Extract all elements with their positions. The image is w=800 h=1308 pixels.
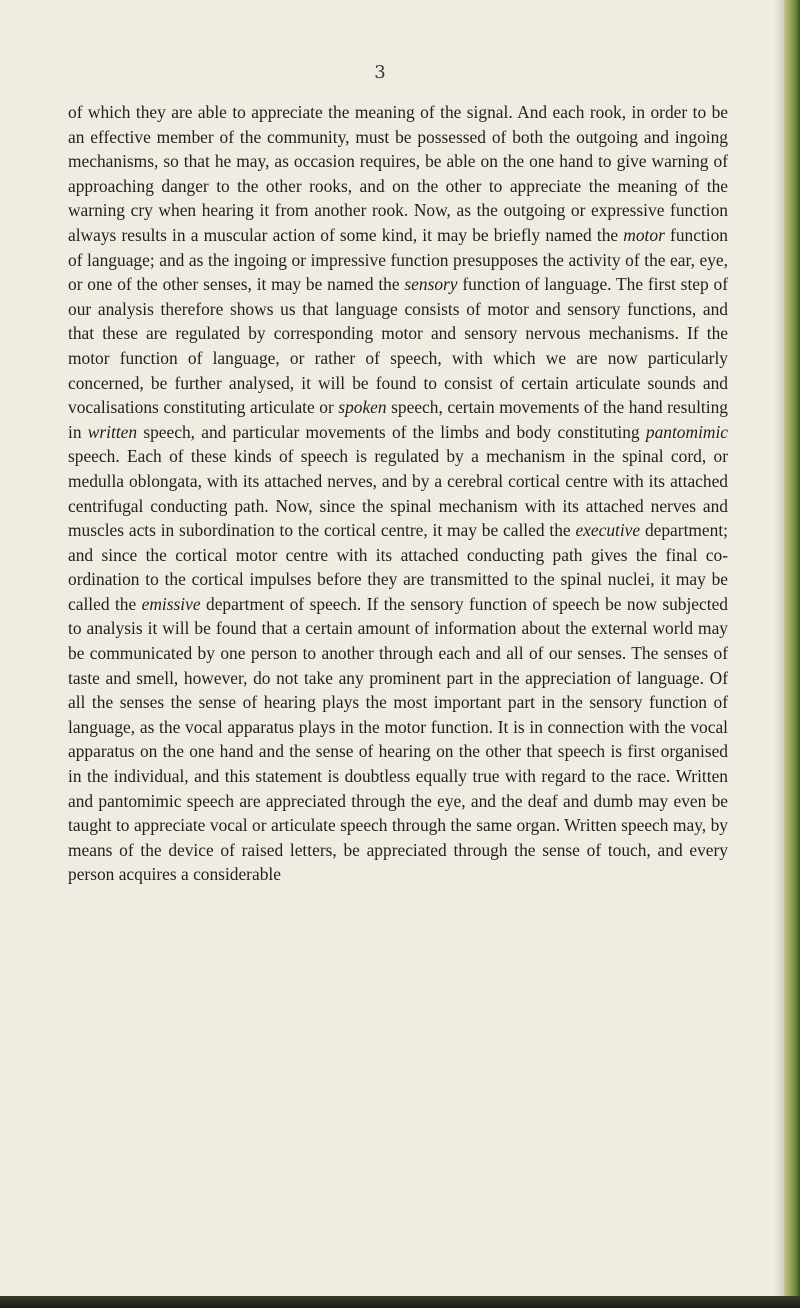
italic-term: executive <box>575 520 641 541</box>
page-number: 3 <box>374 62 386 83</box>
italic-term: sensory <box>404 274 458 295</box>
text-segment: speech, and particular movements of the limbs and body constituting <box>137 421 646 442</box>
italic-term: motor <box>623 224 665 245</box>
text-segment: department of speech. If the sensory function of speech be now subjected to analysis it will be found that a certain amount of information about the external world may be communicated by one person to another through each and all of our senses. The senses of taste and smell, however, do not take any prominent part in the appreciation of language. Of all the senses the sense of hearing plays the most important part in the sensory function of language, as the vocal apparatus plays in the motor function. It is in connection with the vocal apparatus on the one hand and the sense of hearing on the other that speech is first organised in the individual, and this statement is doubtless equally true with regard to the race. Written and pantomimic speech are appreciated through the eye, and the deaf and dumb may even be taught to appreciate vocal or articulate speech through the same organ. Written speech may, by means of the device of raised letters, be appreciated through the sense of touch, and every person acquires a considerable <box>68 593 728 885</box>
italic-term: emissive <box>141 593 201 614</box>
text-segment: function of language; and as the ingoing or impressive function presupposes the activity of the ear, eye, or one of the other senses, it may be named the <box>68 224 728 295</box>
page-edge-shadow <box>774 0 784 1296</box>
italic-term: written <box>87 421 138 442</box>
italic-term: pantomimic <box>645 421 729 442</box>
text-segment: speech. Each of these kinds of speech is regulated by a mechanism in the spinal cord, or medulla oblongata, with its attached nerves, and by a cerebral cortical centre with its attached centrifugal conducting path. Now, since the spinal mechanism with its attached nerves and muscles acts in subordination to the cortical centre, it may be called the <box>68 446 728 541</box>
book-edge-strip <box>784 0 800 1308</box>
text-segment: function of language. The first step of our analysis therefore shows us that language consists of motor and sensory functions, and that these are regulated by corresponding motor and sensory nervous mechanisms. If the motor function of language, or rather of speech, with which we are now particularly concerned, be further analysed, it will be found to consist of certain articulate sounds and vocalisations constituting articulate or <box>68 274 728 418</box>
italic-term: spoken <box>338 397 387 418</box>
scan-bottom-edge <box>0 1296 800 1308</box>
text-segment: of which they are able to appreciate the meaning of the signal. And each rook, in order to be an effective member of the community, must be possessed of both the outgoing and ingoing mechanisms, so that he may, as occasion requires, be able on the one hand to give warning of approaching danger to the other rooks, and on the other to appreciate the meaning of the warning cry when hearing it from another rook. Now, as the outgoing or expressive function always results in a muscular action of some kind, it may be briefly named the <box>68 102 728 245</box>
text-segment: speech, certain movements of the hand resulting in <box>68 397 728 442</box>
body-paragraph <box>68 100 728 887</box>
text-segment: department; and since the cortical motor centre with its attached conducting path gives the final co-ordination to the cortical impulses before they are transmitted to the spinal nuclei, it may be called the <box>68 520 729 614</box>
